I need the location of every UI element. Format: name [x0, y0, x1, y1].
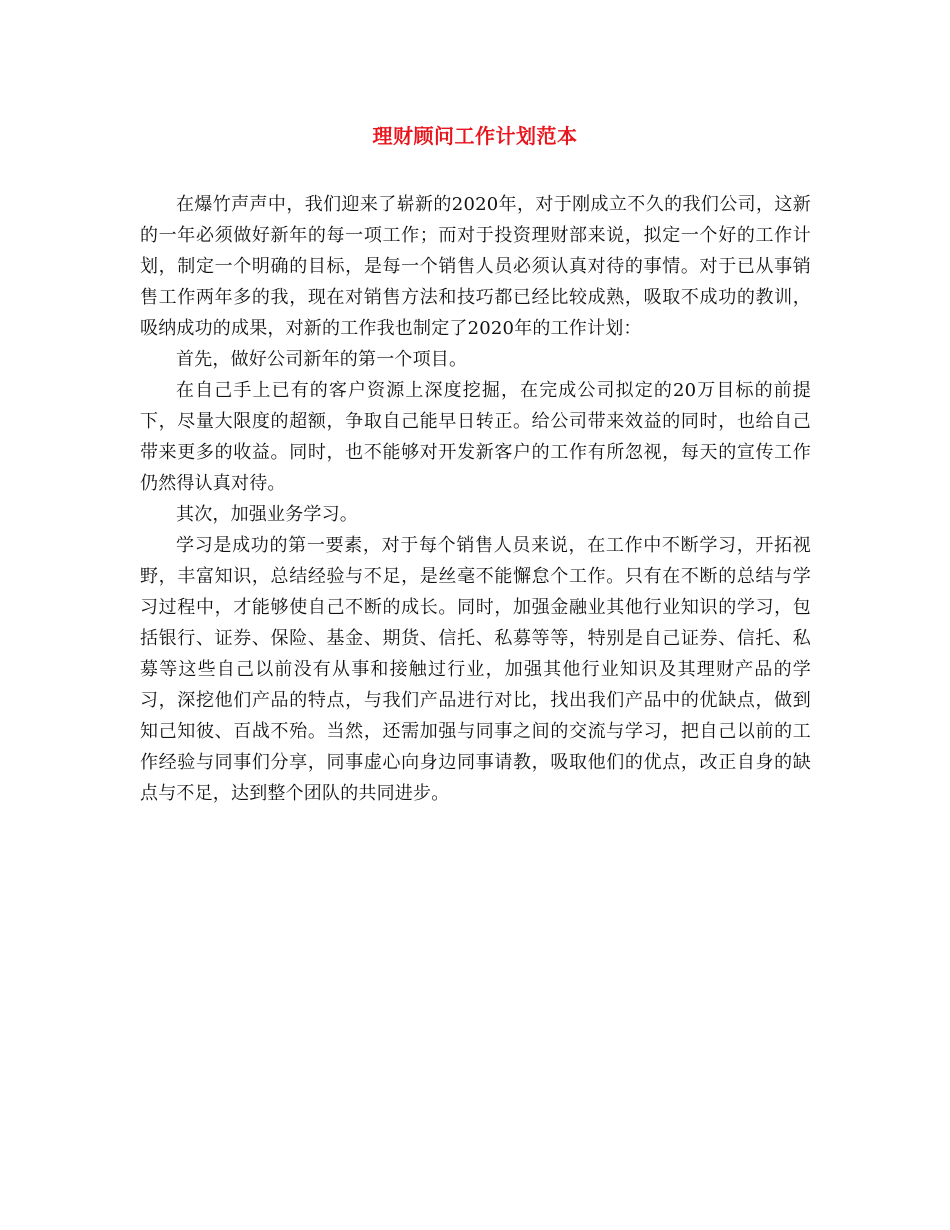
paragraph-learning: 学习是成功的第一要素，对于每个销售人员来说，在工作中不断学习，开拓视野，丰富知识，总结经验与不足，是丝毫不能懈怠个工作。只有在不断的总结与学习过程中，才能够使自己不断的成长。同时，加强金融业其他行业知识的学习，包括银行、证券、保险、基金、期货、信托、私募等等，特别是自己证券、信托、私募等这些自己以前没有从事和接触过行业，加强其他行业知识及其理财产品的学习，深挖他们产品的特点，与我们产品进行对比，找出我们产品中的优缺点，做到知己知彼、百战不殆。当然，还需加强与同事之间的交流与学习，把自己以前的工作经验与同事们分享，同事虚心向身边同事请教，吸取他们的优点，改正自身的缺点与不足，达到整个团队的共同进步。	[140, 535, 811, 804]
paragraph-second-heading: 其次，加强业务学习。	[176, 504, 358, 525]
paragraph-first-heading: 首先，做好公司新年的第一个项目。	[176, 349, 468, 370]
paragraph-client-resources: 在自己手上已有的客户资源上深度挖掘，在完成公司拟定的20万目标的前提下，尽量大限度的超额，争取自己能早日转正。给公司带来效益的同时，也给自己带来更多的收益。同时，也不能够对开发新客户的工作有所忽视，每天的宣传工作仍然得认真对待。	[140, 380, 811, 494]
document-title: 理财顾问工作计划范本	[372, 124, 578, 148]
document-body	[140, 189, 811, 809]
paragraph-intro: 在爆竹声声中，我们迎来了崭新的2020年，对于刚成立不久的我们公司，这新的一年必须做好新年的每一项工作；而对于投资理财部来说，拟定一个好的工作计划，制定一个明确的目标，是每一个销售人员必须认真对待的事情。对于已从事销售工作两年多的我，现在对销售方法和技巧都已经比较成熟，吸取不成功的教训，吸纳成功的成果，对新的工作我也制定了2020年的工作计划：	[140, 194, 811, 339]
